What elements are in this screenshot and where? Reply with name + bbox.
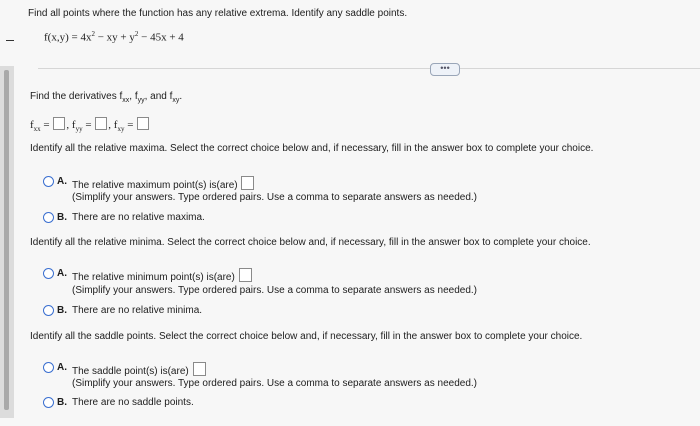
saddle-option-b-radio[interactable] (43, 397, 54, 408)
saddle-option-a-text: The saddle point(s) is(are) (72, 362, 207, 377)
maxima-instruction: Identify all the relative maxima. Select the correct choice below and, if necessary, fill in the answer box to complete your choice. (30, 143, 594, 154)
maxima-option-a-hint: (Simplify your answers. Type ordered pairs. Use a comma to separate answers as needed.) (72, 192, 477, 203)
function-definition: $f(x,y) = 4x^2$ − xy + $y^2 - 45x + 4$ (44, 30, 184, 44)
question-prompt: Find all points where the function has any relative extrema. Identify any saddle points. (28, 8, 408, 19)
saddle-option-b-letter: B. (57, 397, 67, 408)
saddle-instruction: Identify all the saddle points. Select the correct choice below and, if necessary, fill in the answer box to complete your choice. (30, 331, 583, 342)
minima-option-a-hint: (Simplify your answers. Type ordered pairs. Use a comma to separate answers as needed.) (72, 285, 477, 296)
maxima-option-a-letter: A. (57, 176, 67, 187)
left-margin-dash (6, 40, 14, 41)
expand-button[interactable]: ••• (430, 63, 460, 76)
saddle-option-a-letter: A. (57, 362, 67, 373)
scrollbar-thumb[interactable] (4, 70, 9, 410)
fxx-answer-box[interactable] (53, 117, 65, 130)
maxima-option-a-text: The relative maximum point(s) is(are) (72, 176, 255, 191)
maxima-option-a-radio[interactable] (43, 176, 54, 187)
derivatives-prompt: Find the derivatives $f_{xx}$, $f_{yy}$, and $f_{xy}$. (30, 91, 183, 104)
fxy-answer-box[interactable] (137, 117, 149, 130)
minima-answer-box[interactable] (239, 268, 252, 282)
maxima-answer-box[interactable] (241, 176, 254, 190)
maxima-option-b-text: There are no relative maxima. (72, 212, 205, 223)
saddle-option-a-radio[interactable] (43, 362, 54, 373)
saddle-option-a-hint: (Simplify your answers. Type ordered pairs. Use a comma to separate answers as needed.) (72, 378, 477, 389)
fyy-answer-box[interactable] (95, 117, 107, 130)
maxima-option-b-letter: B. (57, 212, 67, 223)
minima-option-a-letter: A. (57, 268, 67, 279)
minima-instruction: Identify all the relative minima. Select the correct choice below and, if necessary, fill in the answer box to complete your choice. (30, 237, 591, 248)
derivative-inputs-row: $f_{xx}$ = , $f_{yy}$ = , $f_{xy}$ = (30, 117, 150, 133)
saddle-answer-box[interactable] (193, 362, 206, 376)
minima-option-b-radio[interactable] (43, 305, 54, 316)
section-divider (38, 68, 700, 69)
minima-option-b-text: There are no relative minima. (72, 305, 203, 316)
minima-option-a-radio[interactable] (43, 268, 54, 279)
maxima-option-b-radio[interactable] (43, 212, 54, 223)
saddle-option-b-text: There are no saddle points. (72, 397, 194, 408)
minima-option-b-letter: B. (57, 305, 67, 316)
minima-option-a-text: The relative minimum point(s) is(are) (72, 268, 253, 283)
